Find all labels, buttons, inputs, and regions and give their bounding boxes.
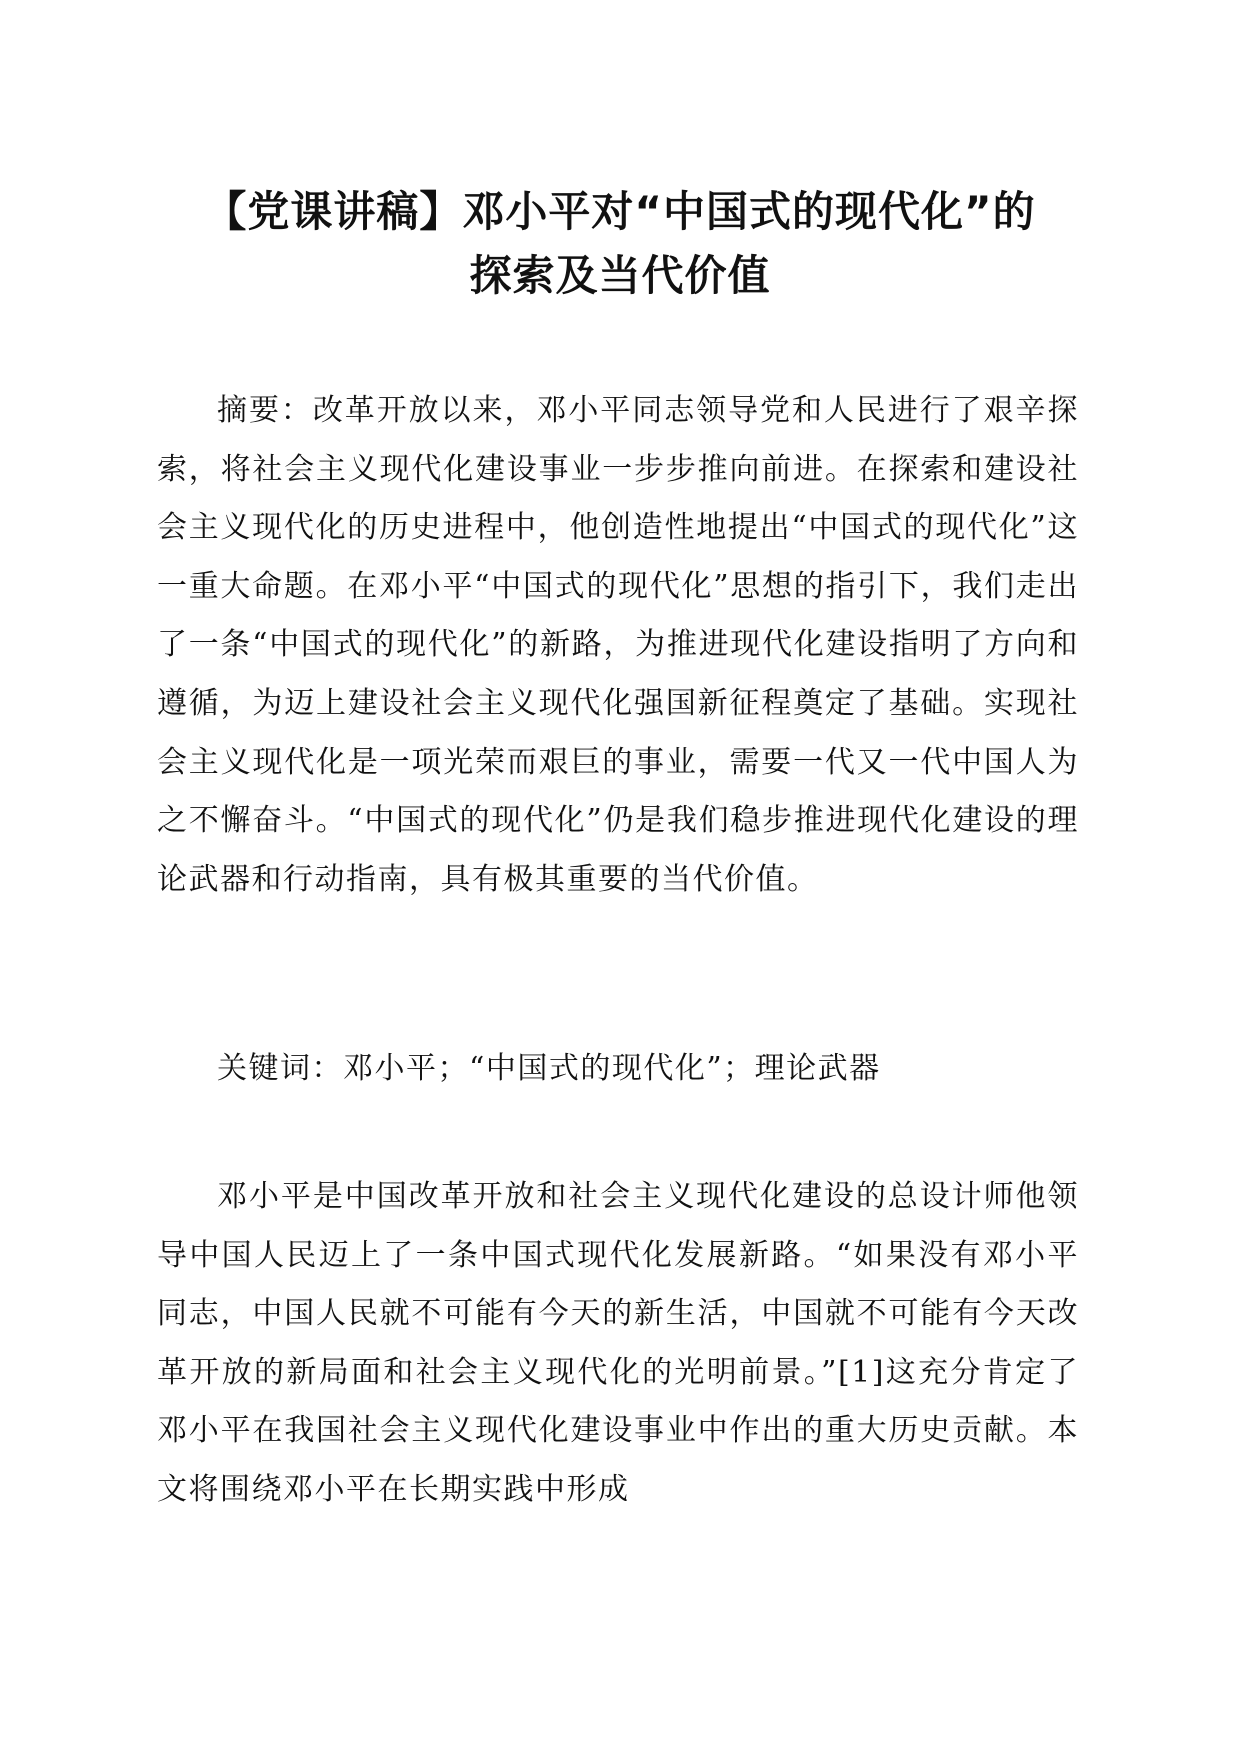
document-title [150, 180, 1090, 308]
body-section [157, 1168, 1079, 1520]
abstract-label: 摘要： [217, 393, 313, 428]
keywords-section [157, 1040, 1079, 1099]
title-line-2: 探索及当代价值 [469, 251, 771, 300]
keywords-text: 邓小平；“中国式的现代化”；理论武器 [343, 1051, 881, 1086]
abstract-paragraph [157, 382, 1079, 909]
abstract-text: 改革开放以来，邓小平同志领导党和人民进行了艰辛探索，将社会主义现代化建设事业一步步推向前进。在探索和建设社会主义现代化的历史进程中，他创造性地提出“中国式的现代化”这一重大命题。在邓小平“中国式的现代化”思想的指引下，我们走出了一条“中国式的现代化”的新路，为推进现代化建设指明了方向和遵循，为迈上建设社会主义现代化强国新征程奠定了基础。实现社会主义现代化是一项光荣而艰巨的事业，需要一代又一代中国人为之不懈奋斗。“中国式的现代化”仍是我们稳步推进现代化建设的理论武器和行动指南，具有极其重要的当代价值。 [157, 393, 1080, 897]
keywords-label: 关键词： [217, 1051, 343, 1086]
abstract-section [157, 382, 1079, 909]
keywords-paragraph [157, 1040, 1079, 1099]
title-line-1: 【党课讲稿】邓小平对“中国式的现代化”的 [204, 187, 1036, 236]
body-paragraph: 邓小平是中国改革开放和社会主义现代化建设的总设计师他领导中国人民迈上了一条中国式现代化发展新路。“如果没有邓小平同志，中国人民就不可能有今天的新生活，中国就不可能有今天改革开放的新局面和社会主义现代化的光明前景。”[1]这充分肯定了邓小平在我国社会主义现代化建设事业中作出的重大历史贡献。本文将围绕邓小平在长期实践中形成 [157, 1179, 1079, 1507]
